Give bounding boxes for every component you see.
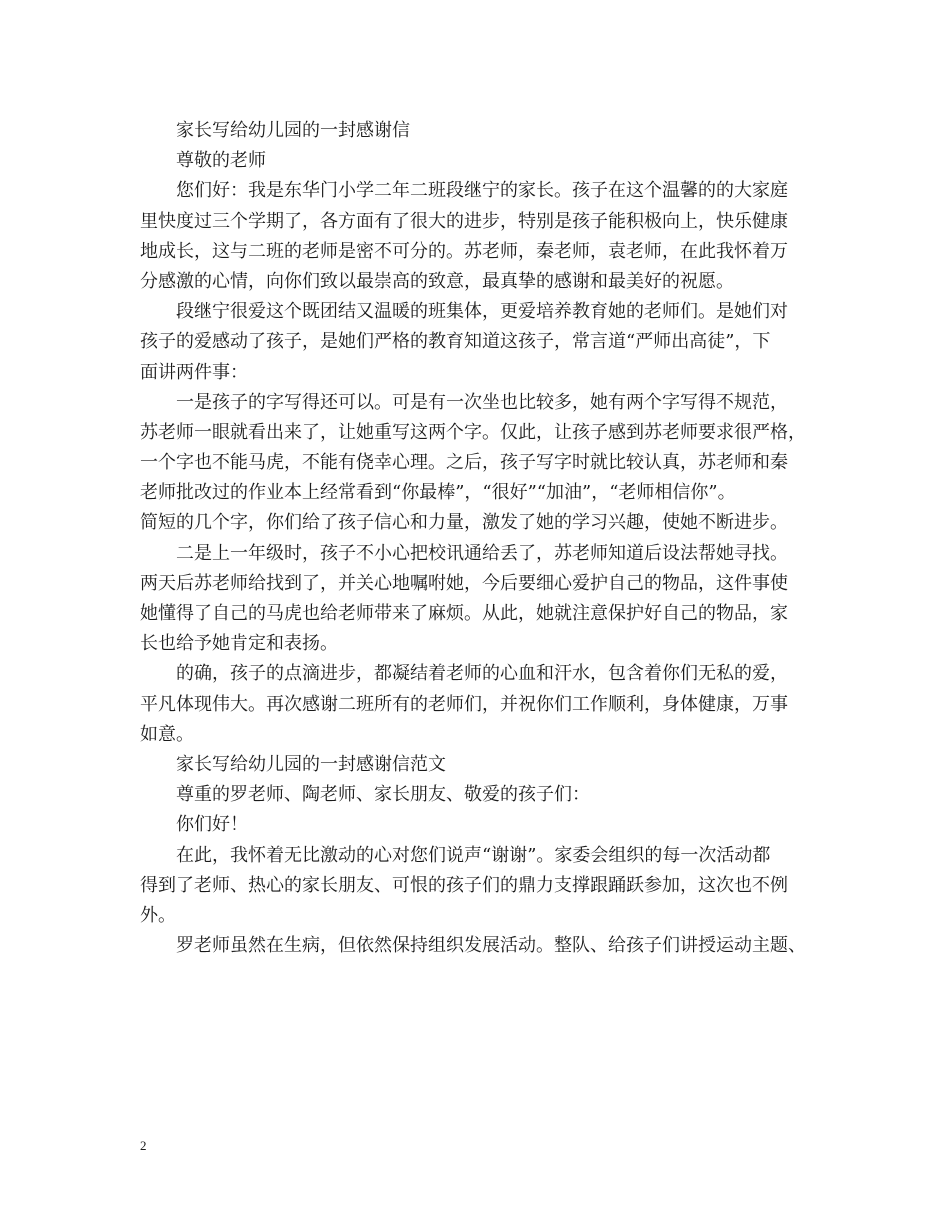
paragraph-line: 如意。 [140, 723, 194, 745]
paragraph-line: 一是孩子的字写得还可以。可是有一次坐也比较多，她有两个字写得不规范， [176, 391, 788, 413]
paragraph-line: 罗老师虽然在生病，但依然保持组织发展活动。整队、给孩子们讲授运动主题、 [176, 935, 806, 957]
paragraph-line: 分感激的心情，向你们致以最崇高的致意，最真挚的感谢和最美好的祝愿。 [140, 270, 734, 292]
paragraph-line: 面讲两件事： [140, 361, 248, 383]
paragraph-line: 长也给予她肯定和表扬。 [140, 633, 338, 655]
paragraph-line: 在此，我怀着无比激动的心对您们说声“谢谢”。家委会组织的每一次活动都 [176, 844, 771, 866]
paragraph-line: 二是上一年级时，孩子不小心把校讯通给丢了，苏老师知道后设法帮她寻找。 [176, 542, 788, 564]
salutation: 尊重的罗老师、陶老师、家长朋友、敬爱的孩子们： [176, 784, 590, 806]
paragraph-line: 一个字也不能马虎，不能有侥幸心理。之后，孩子写字时就比较认真，苏老师和秦 [140, 452, 788, 474]
paragraph-line: 她懂得了自己的马虎也给老师带来了麻烦。从此，她就注意保护好自己的物品，家 [140, 603, 788, 624]
greeting: 你们好！ [176, 814, 248, 836]
document-body [140, 116, 830, 961]
paragraph-line: 地成长，这与二班的老师是密不可分的。苏老师，秦老师，袁老师，在此我怀着万 [140, 240, 788, 262]
paragraph-line: 得到了老师、热心的家长朋友、可恨的孩子们的鼎力支撑跟踊跃参加，这次也不例 [140, 874, 788, 896]
letter-title: 家长写给幼儿园的一封感谢信 [176, 120, 410, 141]
salutation: 尊敬的老师 [176, 150, 266, 172]
paragraph-line: 苏老师一眼就看出来了，让她重写这两个字。仅此，让孩子感到苏老师要求很严格， [140, 421, 806, 443]
page-number: 2 [140, 1138, 147, 1153]
section-title: 家长写给幼儿园的一封感谢信范文 [176, 753, 446, 775]
paragraph-line: 外。 [140, 904, 176, 926]
paragraph-line: 孩子的爱感动了孩子，是她们严格的教育知道这孩子，常言道“严师出高徒”，下 [140, 331, 771, 353]
paragraph-line: 两天后苏老师给找到了，并关心地嘱咐她，今后要细心爱护自己的物品，这件事使 [140, 572, 788, 594]
paragraph-line: 老师批改过的作业本上经常看到“你最棒”，“很好”“加油”，“老师相信你”。 [140, 482, 736, 504]
paragraph-line: 平凡体现伟大。再次感谢二班所有的老师们，并祝你们工作顺利，身体健康，万事 [140, 693, 788, 715]
paragraph-line: 段继宁很爱这个既团结又温暖的班集体，更爱培养教育她的老师们。是她们对 [176, 301, 788, 323]
paragraph-line: 您们好：我是东华门小学二年二班段继宁的家长。孩子在这个温馨的的大家庭 [176, 180, 788, 202]
paragraph-line: 里快度过三个学期了，各方面有了很大的进步，特别是孩子能积极向上，快乐健康 [140, 210, 788, 232]
paragraph-line: 的确，孩子的点滴进步，都凝结着老师的心血和汗水，包含着你们无私的爱， [176, 663, 788, 685]
paragraph-line: 简短的几个字，你们给了孩子信心和力量，激发了她的学习兴趣，使她不断进步。 [140, 512, 788, 534]
